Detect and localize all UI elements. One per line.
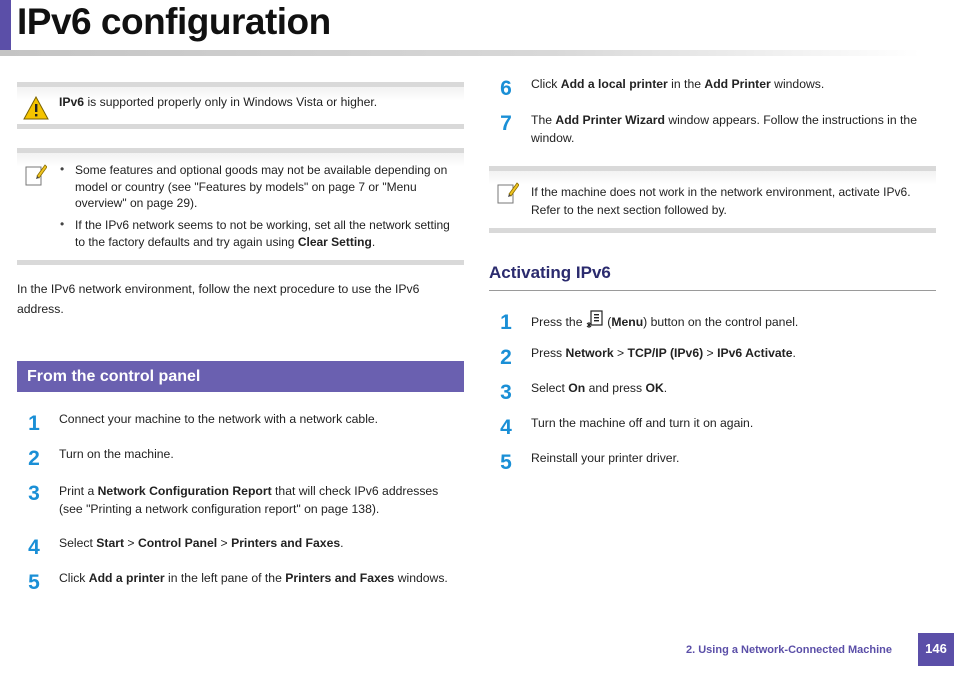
step-number: 4	[500, 416, 512, 439]
note-text: If the machine does not work in the network environment, activate IPv6. Refer to the next section followed by.	[531, 185, 911, 217]
step-number: 5	[28, 571, 40, 594]
step-text: The Add Printer Wizard window appears. Follow the instructions in the window.	[531, 113, 917, 145]
menu-button-icon	[586, 310, 604, 332]
step-text: Click Add a printer in the left pane of the Printers and Faxes windows.	[59, 571, 448, 585]
step-text: Click Add a local printer in the Add Printer windows.	[531, 77, 825, 91]
step-number: 2	[28, 447, 40, 470]
note-pencil-icon	[497, 181, 519, 205]
step-number: 7	[500, 112, 512, 135]
step-number: 6	[500, 77, 512, 100]
page-number: 146	[918, 633, 954, 666]
note-item-1: Some features and optional goods may not be available depending on model or country (see "Features by models" on page 7 or "Menu overview" on page 29).	[75, 163, 448, 210]
title-underline	[0, 50, 920, 56]
step-text: Turn the machine off and turn it on again.	[531, 416, 754, 430]
warning-text: IPv6 is supported properly only in Windows Vista or higher.	[59, 95, 378, 109]
intro-paragraph: In the IPv6 network environment, follow the next procedure to use the IPv6 address.	[17, 282, 420, 316]
step-number: 1	[28, 412, 40, 435]
step-text: Turn on the machine.	[59, 447, 174, 461]
footer-chapter: 2. Using a Network-Connected Machine	[686, 644, 892, 656]
step-number: 1	[500, 311, 512, 334]
step-text: Reinstall your printer driver.	[531, 451, 680, 465]
step-number: 2	[500, 346, 512, 369]
section-header: From the control panel	[17, 361, 464, 392]
step-text: Connect your machine to the network with a network cable.	[59, 412, 379, 426]
note-item-2: If the IPv6 network seems to not be working, set all the network setting to the factory defaults and try again using Clear Setting.	[75, 218, 450, 249]
subsection-title: Activating IPv6	[489, 263, 611, 282]
step-text: Select Start > Control Panel > Printers and Faxes.	[59, 536, 344, 550]
page-title: IPv6 configuration	[17, 1, 331, 42]
title-accent-bar	[0, 0, 11, 52]
warning-triangle-icon	[23, 96, 49, 120]
step-text: Press the (Menu) button on the control panel.	[531, 310, 936, 332]
subsection-rule	[489, 290, 936, 291]
step-number: 5	[500, 451, 512, 474]
step-text: Press Network > TCP/IP (IPv6) > IPv6 Activate.	[531, 346, 796, 360]
note-box	[17, 148, 464, 265]
bullet: •	[60, 217, 65, 231]
step-text: Print a Network Configuration Report that will check IPv6 addresses (see "Printing a network configuration report" on page 138).	[59, 484, 439, 516]
step-number: 4	[28, 536, 40, 559]
note-pencil-icon	[25, 163, 47, 187]
warning-box	[17, 82, 464, 129]
bullet: •	[60, 162, 65, 176]
note-box	[489, 166, 936, 233]
step-number: 3	[28, 482, 40, 505]
step-text: Select On and press OK.	[531, 381, 668, 395]
step-number: 3	[500, 381, 512, 404]
